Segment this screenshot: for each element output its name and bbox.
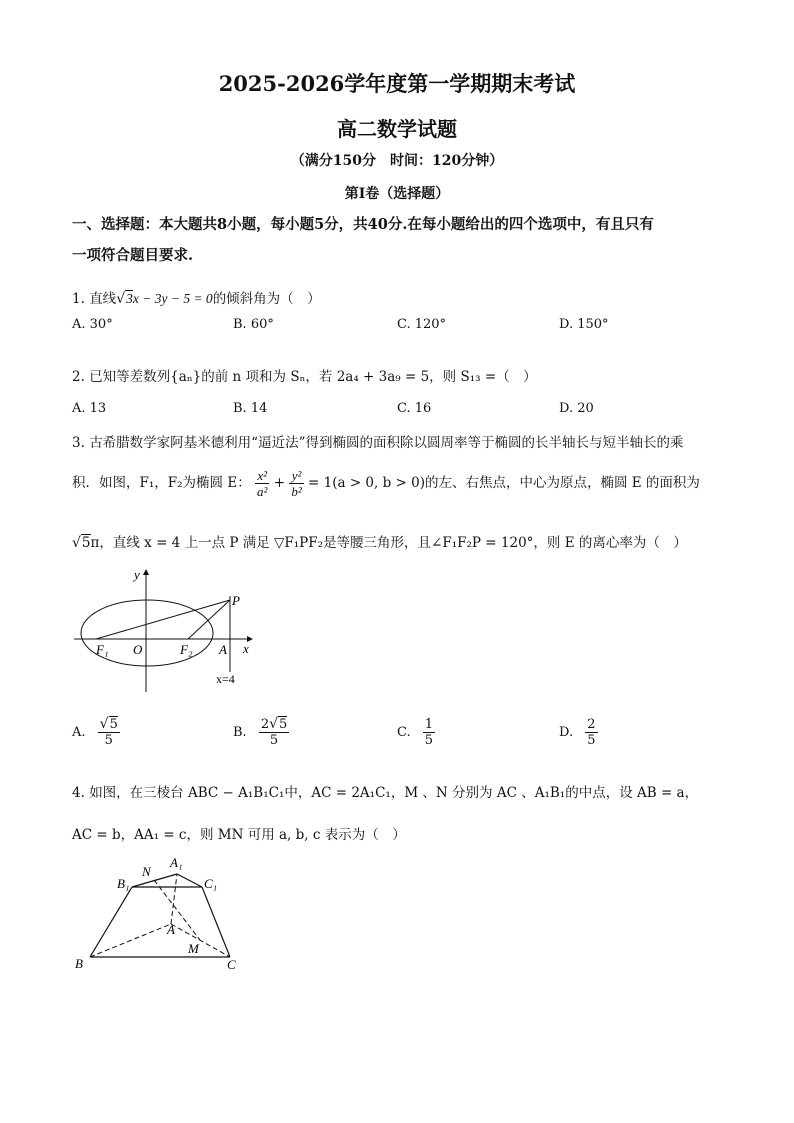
radicand: 5: [81, 535, 91, 551]
edge-cc1: [202, 887, 230, 957]
sqrt-sign: √: [72, 535, 81, 551]
q1-option-c[interactable]: C. 120°: [397, 317, 447, 332]
fraction: $\frac{√5}{5}$: [99, 716, 118, 748]
label-a: A: [167, 922, 175, 937]
question-number: 3.: [72, 435, 85, 451]
question-1: [72, 287, 321, 307]
label-c: C: [227, 957, 236, 972]
question-text: 积．如图，F₁，F₂为椭圆 E：: [72, 475, 251, 491]
question-text: 古希腊数学家阿基米德利用“逼近法”得到椭圆的面积除以圆周率等于椭圆的长半轴长与短半轴长的乘: [89, 435, 684, 451]
q3-option-d[interactable]: D. $\frac{2}{5}$: [559, 717, 596, 748]
exam-info: （满分150分 时间：120分钟）: [290, 153, 504, 169]
edge-aa1: [171, 874, 177, 924]
fraction: $\frac{1}{5}$: [424, 717, 434, 748]
label-n: N: [142, 864, 151, 879]
question-3-line2: [72, 468, 700, 499]
equation: x − 3y − 5 = 0: [132, 291, 213, 306]
q2-option-c[interactable]: C. 16: [397, 401, 432, 416]
sqrt-sign: √: [116, 291, 126, 307]
q1-option-d[interactable]: D. 150°: [559, 317, 609, 332]
question-text: π，直线 x = 4 上一点 P 满足 ▽F₁PF₂是等腰三角形，且∠F₁F₂P = 120°，则 E 的离心率为（ ）: [90, 535, 687, 551]
label-m: M: [188, 941, 199, 956]
q2-option-d[interactable]: D. 20: [559, 401, 594, 416]
question-2: [72, 365, 537, 385]
label-line: x=4: [216, 672, 235, 686]
label-f2: F₂: [180, 642, 193, 657]
label-o: O: [133, 642, 143, 657]
q3-option-c[interactable]: C. $\frac{1}{5}$: [397, 717, 434, 748]
question-text: 直线: [89, 291, 117, 307]
question-number: 2.: [72, 369, 85, 385]
fraction: $\frac{2√5}{5}$: [260, 716, 288, 748]
q3-option-b[interactable]: B. $\frac{2√5}{5}$: [233, 716, 288, 748]
exam-title: 2025-2026学年度第一学期期末考试: [218, 71, 576, 96]
segment-mn: [154, 880, 200, 940]
label-b: B: [75, 956, 83, 971]
label-a: A: [219, 642, 227, 657]
q1-option-b[interactable]: B. 60°: [233, 317, 274, 332]
edge-ac: [171, 924, 230, 957]
fraction: $\frac{2}{5}$: [587, 717, 596, 748]
section-heading-line2: 一项符合题目要求.: [72, 247, 194, 264]
label-a1: A₁: [170, 855, 183, 870]
question-3-line3: [72, 531, 687, 551]
label-p: P: [232, 593, 240, 608]
radicand: 3: [126, 291, 133, 306]
label-x: x: [243, 641, 249, 656]
question-text: 如图，在三棱台 ABC − A₁B₁C₁中，AC = 2A₁C₁，M 、N 分别为 AC 、A₁B₁的中点，设 AB = a，: [89, 785, 699, 801]
question-number: 1.: [72, 291, 85, 307]
edge-a1c1: [177, 874, 202, 887]
q2-option-b[interactable]: B. 14: [233, 401, 268, 416]
exam-subtitle: 高二数学试题: [337, 117, 457, 141]
question-4-line2: [72, 823, 406, 843]
question-text: = 1(a > 0, b > 0)的左、右焦点，中心为原点，椭圆 E 的面积为: [308, 475, 700, 491]
frustum-figure: [70, 850, 250, 975]
label-c1: C₁: [204, 876, 218, 891]
question-text: AC = b，AA₁ = c，则 MN 可用 a, b, c 表示为（ ）: [72, 827, 406, 843]
question-text: 已知等差数列{aₙ}的前 n 项和为 Sₙ，若 2a₄ + 3a₉ = 5，则 S₁₃ =（ ）: [89, 369, 537, 385]
question-number: 4.: [72, 785, 85, 801]
edge-ab: [90, 924, 171, 957]
volume-label: 第Ⅰ卷（选择题）: [344, 186, 450, 202]
question-3: [72, 431, 684, 451]
ellipse-figure: [70, 562, 260, 692]
label-b1: B₁: [117, 876, 130, 891]
segment-f1-p: [96, 600, 230, 639]
question-4: [72, 781, 698, 801]
fraction-y2-b2: $\frac{\text{y²}}{\text{b²}}$: [291, 468, 302, 499]
fraction-x2-a2: $\frac{\text{x²}}{\text{a²}}$: [257, 468, 268, 499]
question-text: 的倾斜角为（ ）: [212, 291, 321, 307]
label-f1: F₁: [96, 642, 109, 657]
label-y: y: [134, 567, 140, 582]
edge-bb1: [90, 887, 132, 957]
section-heading-line1: 一、选择题：本大题共8小题，每小题5分，共40分.在每小题给出的四个选项中，有且只有: [72, 216, 654, 233]
plus-sign: +: [273, 475, 286, 491]
q3-option-a[interactable]: A. $\frac{√5}{5}$: [72, 716, 118, 748]
q2-option-a[interactable]: A. 13: [72, 401, 107, 416]
q1-option-a[interactable]: A. 30°: [72, 317, 113, 332]
